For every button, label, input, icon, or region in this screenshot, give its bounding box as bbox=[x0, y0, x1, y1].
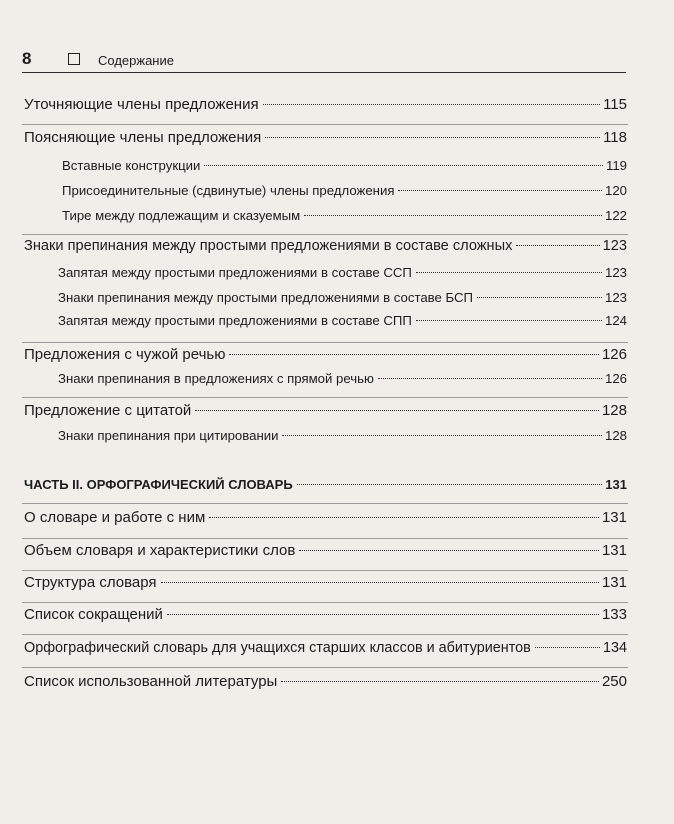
separator bbox=[22, 397, 628, 398]
toc-entry-title: Запятая между простыми предложениями в составе ССП bbox=[58, 265, 412, 280]
toc-entry-page: 250 bbox=[601, 673, 627, 690]
toc-entry[interactable] bbox=[24, 640, 627, 656]
toc-entry-title: Список использованной литературы bbox=[24, 673, 278, 690]
toc-entry-title: Предложение с цитатой bbox=[24, 402, 192, 419]
dot-leader bbox=[229, 354, 599, 355]
toc-subentry[interactable] bbox=[58, 313, 627, 328]
dot-leader bbox=[282, 435, 602, 436]
toc-entry-page: 128 bbox=[604, 428, 627, 443]
separator bbox=[22, 234, 628, 235]
toc-entry-page: 133 bbox=[601, 606, 627, 623]
toc-entry-title: О словаре и работе с ним bbox=[24, 509, 206, 526]
toc-entry[interactable] bbox=[24, 542, 627, 559]
dot-leader bbox=[299, 550, 599, 551]
toc-entry-page: 131 bbox=[601, 542, 627, 559]
toc-entry-page: 123 bbox=[604, 265, 627, 280]
dot-leader bbox=[477, 297, 602, 298]
dot-leader bbox=[167, 614, 599, 615]
toc-entry[interactable] bbox=[24, 574, 627, 591]
toc-subentry[interactable] bbox=[58, 371, 627, 386]
dot-leader bbox=[195, 410, 599, 411]
toc-entry-title: Предложения с чужой речью bbox=[24, 346, 226, 363]
separator bbox=[22, 538, 628, 539]
toc-entry-page: 131 bbox=[605, 477, 627, 492]
toc-entry-page: 120 bbox=[604, 183, 627, 198]
toc-entry[interactable] bbox=[24, 346, 627, 363]
toc-entry-title: ЧАСТЬ II. ОРФОГРАФИЧЕСКИЙ СЛОВАРЬ bbox=[24, 477, 293, 492]
toc-entry-page: 134 bbox=[602, 640, 627, 656]
toc-entry-page: 131 bbox=[601, 509, 627, 526]
toc-entry-title: Присоединительные (сдвинутые) члены предложения bbox=[62, 183, 395, 198]
toc-entry-page: 123 bbox=[604, 290, 627, 305]
toc-subentry[interactable] bbox=[62, 208, 627, 223]
toc-entry-title: Поясняющие члены предложения bbox=[24, 129, 262, 146]
separator bbox=[22, 570, 628, 571]
toc-entry-page: 131 bbox=[601, 574, 627, 591]
toc-entry[interactable] bbox=[24, 129, 627, 146]
dot-leader bbox=[304, 215, 602, 216]
page-header bbox=[22, 48, 626, 73]
toc-entry-title: Уточняющие члены предложения bbox=[24, 96, 259, 113]
toc-entry[interactable] bbox=[24, 606, 627, 623]
toc-entry-page: 126 bbox=[601, 346, 627, 363]
toc-entry-page: 118 bbox=[603, 129, 627, 146]
toc-entry[interactable] bbox=[24, 509, 627, 526]
dot-leader bbox=[209, 517, 599, 518]
toc-entry-page: 126 bbox=[604, 371, 627, 386]
dot-leader bbox=[265, 137, 600, 138]
header-title: Содержание bbox=[98, 53, 174, 68]
square-bullet-icon bbox=[68, 53, 80, 65]
dot-leader bbox=[416, 320, 602, 321]
separator bbox=[22, 634, 628, 635]
dot-leader bbox=[281, 681, 599, 682]
dot-leader bbox=[535, 647, 600, 648]
separator bbox=[22, 503, 628, 504]
toc-subentry[interactable] bbox=[62, 158, 627, 173]
toc-entry[interactable] bbox=[24, 402, 627, 419]
dot-leader bbox=[398, 190, 602, 191]
toc-entry-page: 119 bbox=[605, 158, 627, 173]
toc-entry-page: 123 bbox=[602, 238, 627, 254]
dot-leader bbox=[297, 484, 603, 485]
toc-entry-title: Список сокращений bbox=[24, 606, 163, 623]
dot-leader bbox=[378, 378, 602, 379]
dot-leader bbox=[516, 245, 599, 246]
dot-leader bbox=[416, 272, 602, 273]
page-number: 8 bbox=[22, 49, 32, 68]
separator bbox=[22, 342, 628, 343]
toc-entry-page: 115 bbox=[603, 96, 627, 113]
toc-subentry[interactable] bbox=[58, 265, 627, 280]
toc-entry-page: 128 bbox=[601, 402, 627, 419]
separator bbox=[22, 124, 628, 125]
toc-subentry[interactable] bbox=[58, 290, 627, 305]
separator bbox=[22, 667, 628, 668]
separator bbox=[22, 602, 628, 603]
toc-subentry[interactable] bbox=[58, 428, 627, 443]
toc-entry-title: Вставные конструкции bbox=[62, 158, 201, 173]
toc-subentry[interactable] bbox=[62, 183, 627, 198]
toc-entry-title: Знаки препинания в предложениях с прямой речью bbox=[58, 371, 374, 386]
toc-entry-page: 124 bbox=[604, 313, 627, 328]
toc-entry-title: Тире между подлежащим и сказуемым bbox=[62, 208, 301, 223]
toc-entry-page: 122 bbox=[604, 208, 627, 223]
toc-entry-title: Знаки препинания при цитировании bbox=[58, 428, 279, 443]
toc-entry[interactable] bbox=[24, 673, 627, 690]
dot-leader bbox=[204, 165, 603, 166]
toc-entry-title: Орфографический словарь для учащихся старших классов и абитуриентов bbox=[24, 640, 531, 656]
toc-entry-title: Структура словаря bbox=[24, 574, 157, 591]
toc-entry-title: Объем словаря и характеристики слов bbox=[24, 542, 296, 559]
toc-entry-title: Запятая между простыми предложениями в составе СПП bbox=[58, 313, 412, 328]
dot-leader bbox=[161, 582, 599, 583]
dot-leader bbox=[263, 104, 601, 105]
toc-entry[interactable] bbox=[24, 238, 627, 254]
toc-entry-title: Знаки препинания между простыми предложениями в составе БСП bbox=[58, 290, 474, 305]
toc-entry[interactable] bbox=[24, 96, 627, 113]
toc-entry-title: Знаки препинания между простыми предложениями в составе сложных bbox=[24, 238, 513, 254]
toc-part-heading[interactable] bbox=[24, 477, 627, 492]
